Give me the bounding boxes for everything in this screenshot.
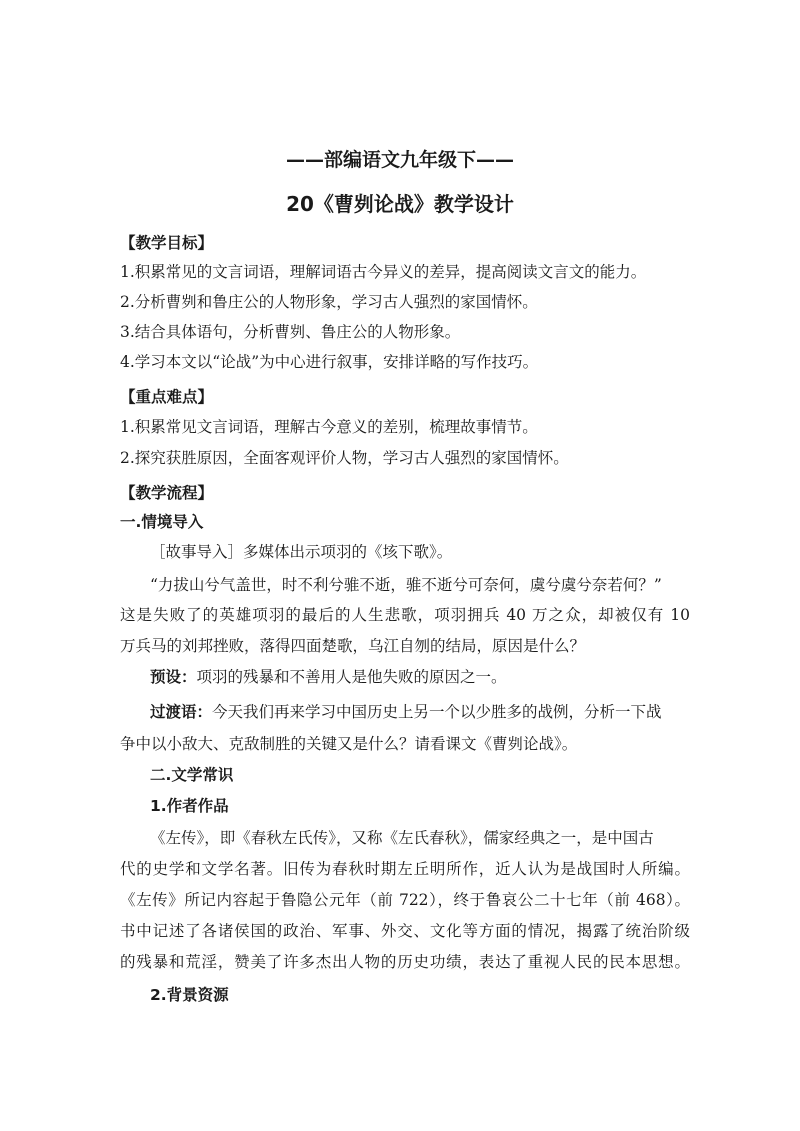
section1-title: 一.情境导入	[120, 513, 204, 531]
objective-item-3: 3.结合具体语句，分析曹刿、鲁庄公的人物形象。	[120, 323, 461, 341]
story-text: 多媒体出示项羽的《垓下歌》。	[243, 543, 453, 561]
objective-item-2: 2.分析曹刿和鲁庄公的人物形象，学习古人强烈的家国情怀。	[120, 293, 538, 311]
preset-answer	[150, 665, 690, 689]
literature-paragraph-line-2: 代的史学和文学名著。旧传为春秋时期左丘明所作，近人认为是战国时人所编。	[120, 860, 690, 878]
author-works-subtitle: 1.作者作品	[150, 797, 229, 815]
lesson-title: 20《曹刿论战》教学设计	[286, 192, 514, 216]
section2-title: 二.文学常识	[150, 766, 234, 784]
literature-paragraph-line-1: 《左传》，即《春秋左氏传》，又称《左氏春秋》，儒家经典之一，是中国古	[150, 829, 654, 847]
objective-item-4: 4.学习本文以“论战”为中心进行叙事，安排详略的写作技巧。	[120, 353, 539, 371]
key-points-heading: 【重点难点】	[120, 388, 214, 406]
transition-label: 过渡语：	[150, 703, 213, 721]
intro-paragraph-line-1: 这是失败了的英雄项羽的最后的人生悲歌，项羽拥兵 40 万之众，却被仅有 10	[120, 606, 690, 624]
literature-paragraph-line-3: 《左传》所记内容起于鲁隐公元年（前 722），终于鲁哀公二十七年（前 468）。	[120, 891, 690, 909]
preset-label: 预设：	[150, 668, 197, 686]
background-subtitle: 2.背景资源	[150, 986, 229, 1004]
process-heading: 【教学流程】	[120, 484, 214, 502]
series-title: ——部编语文九年级下——	[285, 149, 514, 171]
objective-item-1: 1.积累常见的文言词语，理解词语古今异义的差异，提高阅读文言文的能力。	[120, 263, 647, 281]
key-point-item-2: 2.探究获胜原因，全面客观评价人物，学习古人强烈的家国情怀。	[120, 449, 569, 467]
intro-paragraph-line-2: 万兵马的刘邦挫败，落得四面楚歌，乌江自刎的结局，原因是什么？	[120, 637, 586, 655]
literature-paragraph-line-5: 的残暴和荒淫，赞美了许多杰出人物的历史功绩，表达了重视人民的民本思想。	[120, 953, 690, 971]
transition-text-1: 今天我们再来学习中国历史上另一个以少胜多的战例，分析一下战	[212, 703, 662, 721]
transition-line-1	[150, 700, 690, 724]
key-point-item-1: 1.积累常见文言词语，理解古今意义的差别，梳理故事情节。	[120, 418, 538, 436]
story-label: ［故事导入］	[150, 543, 244, 561]
objectives-heading: 【教学目标】	[120, 234, 214, 252]
poem-quote: “力拔山兮气盖世，时不利兮骓不逝，骓不逝兮可奈何，虞兮虞兮奈若何？”	[150, 576, 662, 594]
literature-paragraph-line-4: 书中记述了各诸侯国的政治、军事、外交、文化等方面的情况，揭露了统治阶级	[120, 922, 690, 940]
preset-text: 项羽的残暴和不善用人是他失败的原因之一。	[196, 668, 507, 686]
transition-line-2: 争中以小敌大、克敌制胜的关键又是什么？请看课文《曹刿论战》。	[120, 735, 578, 753]
story-intro	[150, 540, 690, 564]
